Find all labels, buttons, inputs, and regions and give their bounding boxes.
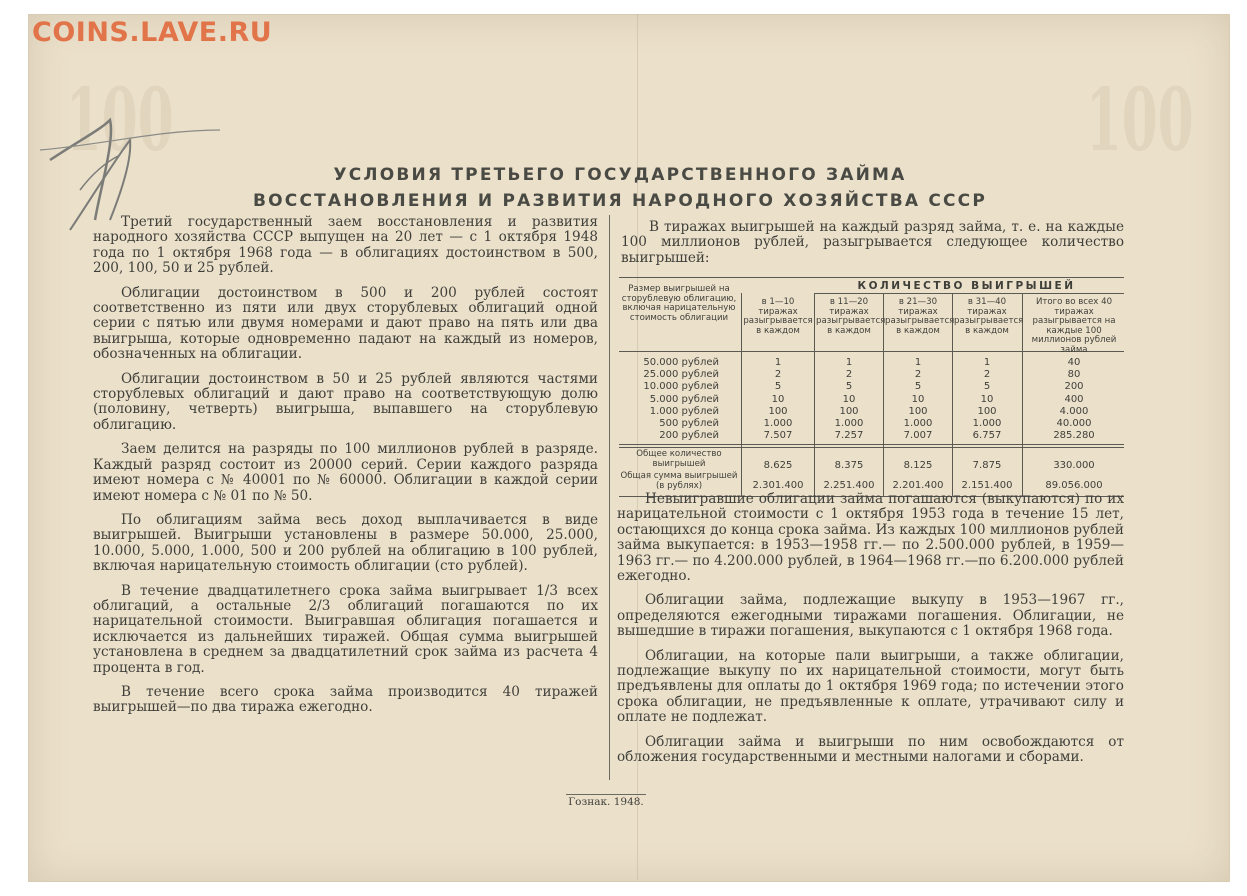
paragraph: В тиражах выигрышей на каждый разряд займа, т. е. на каждые 100 миллионов рублей, разыгрывается следующее количество выигрышей: — [621, 219, 1124, 266]
table-row-label: 500 рублей — [659, 418, 719, 429]
table-cell: 1 — [845, 357, 853, 368]
table-rule — [619, 447, 1124, 448]
right-column-body — [617, 492, 1124, 775]
col-header: в 1—10 тиражах разыгрывается в каждом — [743, 297, 813, 336]
total-count-cell: 8.625 — [763, 460, 793, 471]
right-column-intro — [621, 220, 1124, 275]
table-cell: 200 — [1064, 381, 1084, 393]
paragraph: В течение двадцатилетнего срока займа выигрывает 1/3 всех облигаций, а остальные 2/3 облигаций погашаются по их нарицательной стоимости. Выигравшая облигация погашается и исключается из дальнейших тиражей. Общая сумма выигрышей установлена в среднем за двадцатилетний срок займа из расчета 4 процента в год. — [93, 582, 598, 676]
table-cell: 5 — [774, 381, 782, 393]
document-title — [160, 162, 1080, 214]
col-header: в 21—30 тиражах разыгрывается в каждом — [885, 297, 955, 336]
table-cell: 4.000 — [1059, 405, 1089, 417]
table-cell: 1 — [914, 357, 922, 368]
table-cell: 1.000 — [903, 418, 933, 429]
table-cell: 10 — [842, 393, 856, 405]
table-cell: 2 — [914, 369, 922, 381]
table-cell: 40.000 — [1056, 418, 1092, 429]
total-count-label: Общее количество выигрышей — [636, 449, 722, 469]
col-header: в 31—40 тиражах разыгрывается в каждом — [954, 297, 1024, 336]
watermark-numeral-left: 100 — [65, 70, 174, 171]
table-row-label: 200 рублей — [659, 430, 719, 442]
quantity-header: КОЛИЧЕСТВО ВЫИГРЫШЕЙ — [857, 280, 1076, 292]
table-cell: 100 — [839, 405, 859, 417]
watermark-numeral-right: 100 — [1085, 70, 1194, 171]
table-col-rule — [814, 293, 815, 496]
table-cell: 1 — [983, 357, 991, 368]
table-row-label: 10.000 рублей — [643, 381, 719, 393]
total-count-cell: 330.000 — [1053, 460, 1095, 471]
table-cell: 10 — [911, 393, 925, 405]
table-cell: 5 — [983, 381, 991, 393]
paragraph: Облигации достоинством в 500 и 200 рублей состоят соответственно из пяти или двух сторублевых облигаций одной серии с пятью или двумя номерами и дают право на пять или два выигрыша, которые одновременно падают на каждый из номеров, обозначенных на облигации. — [93, 284, 598, 363]
table-cell: 2 — [774, 369, 782, 381]
column-divider — [609, 215, 610, 780]
table-cell: 10 — [980, 393, 994, 405]
total-count-cell: 8.375 — [834, 460, 864, 471]
table-cell: 5 — [914, 381, 922, 393]
table-cell: 1.000 — [972, 418, 1002, 429]
winnings-table — [619, 277, 1124, 497]
table-cell: 100 — [768, 405, 788, 417]
table-row-label: 50.000 рублей — [643, 357, 719, 368]
total-sum-cell: 2.251.400 — [823, 480, 875, 491]
total-count-cell: 8.125 — [903, 460, 933, 471]
table-cell: 7.507 — [763, 430, 793, 442]
paragraph: Невыигравшие облигации займа погашаются (выкупаются) по их нарицательной стоимости с 1 октября 1953 года в течение 15 лет, остающихся до конца срока займа. Из каждых 100 миллионов рублей займа выкупается: в 1953—1958 гг.— по 2.500.000 рублей, в 1959—1963 гг.— по 4.200.000 рублей, в 1964—1968 гг.—по 6.200.000 рублей ежегодно. — [617, 491, 1124, 585]
total-sum-cell: 2.151.400 — [961, 480, 1013, 491]
table-rule — [619, 277, 1124, 278]
total-sum-cell: 89.056.000 — [1045, 480, 1103, 491]
table-cell: 2 — [983, 369, 991, 381]
total-count-cell: 7.875 — [972, 460, 1002, 471]
paragraph: Облигации достоинством в 50 и 25 рублей являются частями сторублевых облигаций и дают право на соответствующую долю (половину, четверть) выигрыша, выпавшего на сторублевую облигацию. — [93, 370, 598, 433]
table-cell: 1.000 — [834, 418, 864, 429]
title-line: ВОССТАНОВЛЕНИЯ И РАЗВИТИЯ НАРОДНОГО ХОЗЯЙСТВА СССР — [252, 191, 988, 211]
table-cell: 100 — [908, 405, 928, 417]
table-cell: 80 — [1067, 369, 1081, 381]
table-row-label: 25.000 рублей — [643, 369, 719, 381]
table-cell: 6.757 — [972, 430, 1002, 442]
table-rule — [619, 444, 1124, 445]
table-cell: 1.000 — [763, 418, 793, 429]
col-header: Итого во всех 40 тиражах разыгрывается на каждые 100 миллионов рублей займа — [1031, 297, 1117, 355]
left-column — [93, 215, 598, 725]
paragraph: Облигации займа и выигрыши по ним освобождаются от обложения государственными и местными налогами и сборами. — [617, 733, 1124, 766]
table-col-rule — [741, 293, 742, 496]
total-sum-label: Общая сумма выигрышей (в рублях) — [620, 471, 738, 491]
table-cell: 285.280 — [1053, 430, 1095, 442]
table-cell: 400 — [1064, 393, 1084, 405]
table-row-label: 5.000 рублей — [649, 393, 719, 405]
table-cell: 7.257 — [834, 430, 864, 442]
paragraph: Облигации, на которые пали выигрыши, а также облигации, подлежащие выкупу по их нарицательной стоимости, могут быть предъявлены для оплаты до 1 октября 1969 года; по истечении этого срока облигации, не предъявленные к оплате, утрачивают силу и оплате не подлежат. — [617, 647, 1124, 726]
paragraph: Заем делится на разряды по 100 миллионов рублей в разряде. Каждый разряд состоит из 20000 серий. Серии каждого разряда имеют номера с № 40001 по № 60000. Облигации в каждой серии имеют номера с № 01 по № 50. — [93, 441, 598, 504]
paragraph: Третий государственный заем восстановления и развития народного хозяйства СССР выпущен на 20 лет — с 1 октября 1948 года по 1 октября 1968 года — в облигациях достоинством в 500, 200, 100, 50 и 25 рублей. — [93, 214, 598, 277]
first-col-header: Размер выигрышей на сторублевую облигацию, включая нарицательную стоимость облигации — [621, 284, 737, 323]
table-cell: 2 — [845, 369, 853, 381]
table-rule — [814, 293, 1124, 294]
total-sum-cell: 2.301.400 — [752, 480, 804, 491]
table-cell: 100 — [977, 405, 997, 417]
site-watermark: COINS.LAVE.RU — [32, 17, 273, 48]
table-cell: 10 — [771, 393, 785, 405]
table-cell: 7.007 — [903, 430, 933, 442]
table-cell: 5 — [845, 381, 853, 393]
title-line: УСЛОВИЯ ТРЕТЬЕГО ГОСУДАРСТВЕННОГО ЗАЙМА — [333, 165, 907, 185]
total-sum-cell: 2.201.400 — [892, 480, 944, 491]
paragraph: В течение всего срока займа производится 40 тиражей выигрышей—по два тиража ежегодно. — [93, 683, 598, 716]
paragraph: По облигациям займа весь доход выплачивается в виде выигрышей. Выигрыши установлены в размере 50.000, 25.000, 10.000, 5.000, 1.000, 500 и 200 рублей на облигацию в 100 рублей, включая нарицательную стоимость облигации (сто рублей). — [93, 511, 598, 575]
printer-imprint: Гознак. 1948. — [566, 794, 646, 808]
col-header: в 11—20 тиражах разыгрывается в каждом — [816, 297, 886, 336]
table-cell: 1 — [774, 357, 782, 368]
table-cell: 40 — [1067, 357, 1081, 368]
table-row-label: 1.000 рублей — [649, 405, 719, 417]
paragraph: Облигации займа, подлежащие выкупу в 1953—1967 гг., определяются ежегодными тиражами погашения. Облигации, не вышедшие в тиражи погашения, выкупаются с 1 октября 1968 года. — [617, 592, 1124, 640]
